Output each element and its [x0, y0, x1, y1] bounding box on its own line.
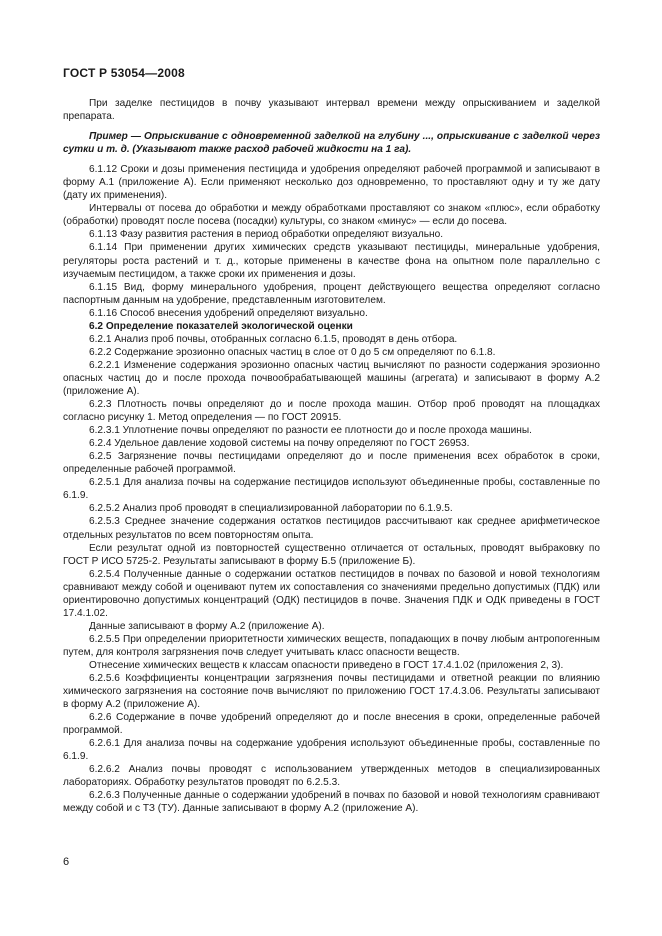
- document-body: [63, 97, 600, 816]
- paragraph: 6.2.6.3 Полученные данные о содержании удобрений в почвах по базовой и новой технологиям сравнивают между собой и с ТЗ (ТУ). Данные записывают в форму А.2 (приложение А).: [63, 790, 600, 815]
- paragraph: Отнесение химических веществ к классам опасности приведено в ГОСТ 17.4.1.02 (приложения 2, 3).: [89, 659, 564, 671]
- paragraph: 6.2.6.1 Для анализа почвы на содержание удобрения используют объединенные пробы, составленные по 6.1.9.: [63, 738, 600, 763]
- paragraph: 6.2.6 Содержание в почве удобрений определяют до и после внесения в сроки, определенные рабочей программой.: [63, 712, 600, 737]
- paragraph: 6.2.2.1 Изменение содержания эрозионно опасных частиц вычисляют по разности содержания эрозионно опасных частиц до и после прохода почвообрабатывающей машины (агрегата) и записывают в форму А.2 (приложение А).: [63, 359, 600, 397]
- paragraph: 6.2.2 Содержание эрозионно опасных частиц в слое от 0 до 5 см определяют по 6.1.8.: [89, 346, 496, 358]
- paragraph: 6.2.5.3 Среднее значение содержания остатков пестицидов рассчитывают как среднее арифметическое отдельных результатов по всем повторностям опыта.: [63, 516, 600, 541]
- paragraph: 6.1.12 Сроки и дозы применения пестицида и удобрения определяют рабочей программой и записывают в форму А.1 (приложение А). Если применяют несколько доз одновременно, то проставляют одну и ту же дату (дату их применения).: [63, 164, 600, 202]
- paragraph: 6.1.14 При применении других химических средств указывают пестициды, минеральные удобрения, регуляторы роста растений и т. д., которые применены в качестве фона на опытном поле параллельно с изучаемым пестицидом, а также сроки их применения и дозы.: [63, 242, 600, 280]
- paragraph: 6.2.3.1 Уплотнение почвы определяют по разности ее плотности до и после прохода машины.: [89, 425, 532, 437]
- paragraph: 6.2.5.5 При определении приоритетности химических веществ, попадающих в почву любым антропогенным путем, для контроля загрязнения почв следует учитывать класс опасности веществ.: [63, 633, 600, 658]
- paragraph: Интервалы от посева до обработки и между обработками проставляют со знаком «плюс», если обработку (обработки) проводят после посева (посадки) культуры, со знаком «минус» — если до посева.: [63, 203, 600, 228]
- paragraph: 6.1.16 Способ внесения удобрений определяют визуально.: [89, 307, 368, 319]
- paragraph: 6.2.5.1 Для анализа почвы на содержание пестицидов используют объединенные пробы, составленные по 6.1.9.: [63, 477, 600, 502]
- paragraph: При заделке пестицидов в почву указывают интервал времени между опрыскиванием и заделкой препарата.: [63, 98, 600, 123]
- paragraph: 6.1.15 Вид, форму минерального удобрения, процент действующего вещества определяют согласно паспортным данным на удобрение, представленным изготовителем.: [63, 281, 600, 306]
- paragraph: 6.2.5 Загрязнение почвы пестицидами определяют до и после применения всех обработок в сроки, определенные рабочей программой.: [63, 451, 600, 476]
- paragraph: 6.2.5.4 Полученные данные о содержании остатков пестицидов в почвах по базовой и новой технологиям сравнивают между собой и оценивают путем их сопоставления со значениями предельно допустимых (ПДК) или ориентировочно допустимых концентраций (ОДК) пестицидов в почве. Значения ПДК и ОДК приведены в ГОСТ 17.4.1.02.: [63, 568, 600, 619]
- standard-header: ГОСТ Р 53054—2008: [63, 66, 185, 80]
- paragraph: 6.2.5.6 Коэффициенты концентрации загрязнения почвы пестицидами и ответной реакции по влиянию химического загрязнения на состояние почв вычисляют по приложению ГОСТ 17.4.3.06. Результаты записывают в форму А.2 (приложение А).: [63, 673, 600, 711]
- paragraph: Если результат одной из повторностей существенно отличается от остальных, проводят выбраковку по ГОСТ Р ИСО 5725-2. Результаты записывают в форму Б.5 (приложение Б).: [63, 542, 600, 567]
- page-number: 6: [63, 856, 70, 868]
- paragraph: Данные записывают в форму А.2 (приложение А).: [89, 620, 325, 632]
- section-heading: 6.2 Определение показателей экологической оценки: [89, 320, 353, 332]
- paragraph: 6.2.3 Плотность почвы определяют до и после прохода машин. Отбор проб проводят на площадках согласно рисунку 1. Метод определения — по ГОСТ 20915.: [63, 399, 600, 424]
- paragraph: 6.2.4 Удельное давление ходовой системы на почву определяют по ГОСТ 26953.: [89, 438, 470, 450]
- paragraph: 6.1.13 Фазу развития растения в период обработки определяют визуально.: [89, 229, 444, 241]
- paragraph: 6.2.1 Анализ проб почвы, отобранных согласно 6.1.5, проводят в день отбора.: [89, 333, 458, 345]
- example-paragraph: Пример — Опрыскивание с одновременной заделкой на глубину ..., опрыскивание с заделкой через сутки и т. д. (Указывают также расход рабочей жидкости на 1 га).: [63, 131, 600, 156]
- paragraph: 6.2.6.2 Анализ почвы проводят с использованием утвержденных методов в специализированных лабораториях. Обработку результатов проводят по 6.2.5.3.: [63, 764, 600, 789]
- paragraph: 6.2.5.2 Анализ проб проводят в специализированной лаборатории по 6.1.9.5.: [89, 503, 453, 515]
